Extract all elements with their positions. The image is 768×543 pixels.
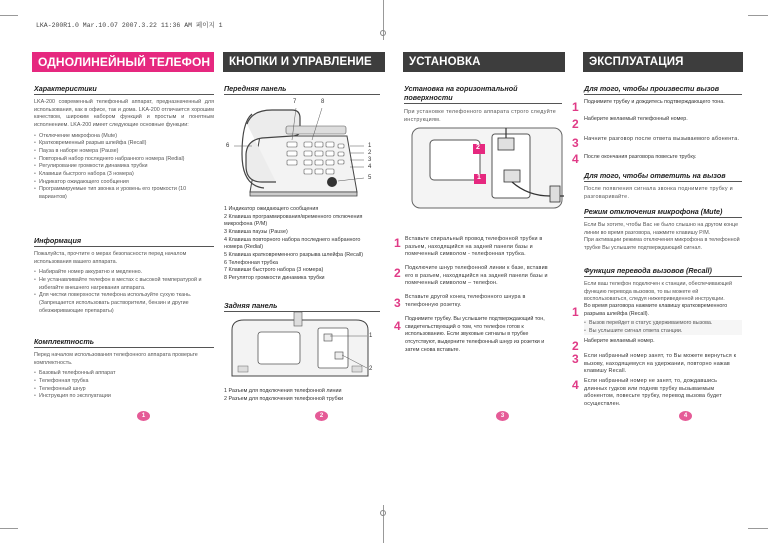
page-number: 4	[679, 411, 692, 421]
list-item: 8 Регулятор громкости динамика трубки	[224, 275, 325, 282]
phone-front-illustration	[222, 96, 382, 202]
info-title: Информация	[34, 236, 214, 247]
front-panel-title: Передняя панель	[224, 84, 380, 95]
step-number: 2	[572, 117, 579, 131]
col2-header: КНОПКИ И УПРАВЛЕНИЕ	[223, 52, 385, 72]
rear-items	[224, 388, 380, 403]
col4-header: ЭКСПЛУАТАЦИЯ	[583, 52, 743, 72]
col3-header: УСТАНОВКА	[403, 52, 565, 72]
list-item: 2 Разъем для подключения телефонной трубки	[224, 395, 344, 402]
step-number: 4	[394, 319, 401, 333]
install-step: Вставьте другой конец телефонного шнура в телефонную розетку.	[405, 294, 526, 308]
front-callout-7: 7	[293, 99, 297, 105]
front-callout-2: 2	[368, 150, 372, 156]
install-title: Установка на горизонтальной поверхности	[404, 84, 562, 104]
kit-intro: Перед началом использования телефонного аппарата проверьте комплектность.	[34, 352, 198, 366]
list-item: • Кратковременный разрыв шлейфа (Recall)	[34, 140, 214, 148]
step-number: 3	[572, 352, 579, 366]
front-callout-8: 8	[321, 99, 325, 105]
list-item: • Базовый телефонный аппарат	[34, 370, 214, 378]
recall-title: Функция перевода вызовов (Recall)	[584, 266, 742, 277]
list-item: • Пауза в наборе номера (Pause)	[34, 148, 214, 156]
step-number: 4	[572, 152, 579, 166]
call-title: Для того, чтобы произвести вызов	[584, 84, 742, 95]
recall-step: Наберите желаемый номер.	[584, 338, 655, 344]
features-section	[34, 84, 214, 202]
install-step: Вставьте спиральный провод телефонной трубки в разъем, находящийся на задней панели базы и помеченный символом - телефонная трубка.	[405, 236, 543, 258]
recall-step-1: Во время разговора нажмите клавишу кратковременного разрыва шлейфа (Recall).	[584, 303, 728, 317]
page-number: 2	[315, 411, 328, 421]
list-item: • Индикатор ожидающего сообщения	[34, 179, 214, 187]
list-item: 3 Клавиша паузы (Pause)	[224, 229, 288, 236]
step-number: 3	[394, 296, 401, 310]
front-callout-1: 1	[368, 143, 372, 149]
mute-text: Если Вы хотите, чтобы Вас не было слышно на другом конце линии во время разговора, нажмите клавишу P/M.	[584, 222, 739, 236]
front-callout-4: 4	[368, 164, 372, 170]
list-item: 4 Клавиша повторного набора последнего набранного номера (Redial)	[224, 236, 361, 251]
rear-panel-title: Задняя панель	[224, 301, 380, 312]
rear-callout-1: 1	[369, 333, 373, 339]
step-number: 2	[394, 266, 401, 280]
info-section	[34, 236, 214, 315]
kit-list	[34, 370, 214, 401]
col1-header: ОДНОЛИНЕЙНЫЙ ТЕЛЕФОН	[32, 52, 214, 72]
list-item: • Не устанавливайте телефон в местах с высокой температурой и избегайте внешнего нагревания аппарата.	[34, 277, 214, 292]
step-number: 1	[394, 236, 401, 250]
install-step: Поднимите трубку. Вы услышите подтверждающий тон, свидетельствующий о том, что телефон готов к использованию. Если звуковые сигналы в трубке отсутствуют, выдерните телефонный шнур из розетки и затем снова вставьте.	[405, 316, 545, 353]
step-number: 1	[572, 305, 579, 319]
recall-step: Если набранный номер занят, то Вы можете вернуться к вызову, находящемуся на удержании, повторно нажав клавишу Recall.	[584, 353, 737, 375]
diagram-label-1: 1	[477, 174, 481, 181]
phone-rear-illustration	[222, 312, 382, 384]
info-intro: Пожалуйста, прочтите о мерах безопасности перед началом использования вашего аппарата.	[34, 251, 187, 265]
list-item: • Вы услышите сигнал ответа станции.	[584, 328, 742, 336]
list-item: 1 Индикатор ожидающего сообщения	[224, 206, 319, 212]
front-callout-5: 5	[368, 175, 372, 181]
call-step: Начните разговор после ответа вызываемого абонента.	[584, 136, 740, 142]
kit-title: Комплектность	[34, 337, 214, 348]
print-header: LKA-200R1.0 Mar.10.07 2007.3.22 11:36 AM 페이지 1	[36, 22, 223, 29]
list-item: • Клавиши быстрого набора (3 номера)	[34, 171, 214, 179]
answer-title: Для того, чтобы ответить на вызов	[584, 171, 742, 182]
list-item: • Телефонная трубка	[34, 378, 214, 386]
list-item: • Программируемые тип звонка и уровень его громкости (10 вариантов)	[34, 186, 214, 201]
recall-bullets	[584, 320, 742, 335]
features-intro: LKA-200 современный телефонный аппарат, предназначенный для использования, как в офисе, так и дома. LKA-200 отличается хорошим качеством, широким набором функций и простым и понятным исполнением. LKA-200 имеет следующие основные функции:	[34, 99, 214, 129]
list-item: 5 Клавиша кратковременного разрыва шлейфа (Recall)	[224, 252, 364, 259]
diagram-label-2: 2	[476, 144, 480, 151]
answer-text: После появления сигнала звонка поднимите трубку и разговаривайте.	[584, 186, 733, 200]
recall-step: Если набранный номер не занят, то, дождавшись длинных гудков или подняв трубку вызываемым абонентом, повесьте трубку, перевод вызова будет осуществлен.	[584, 378, 722, 408]
install-step: Подключите шнур телефонной линии к базе, вставив его в разъем, находящийся на задней панели базы и помеченный символом – телефон.	[405, 265, 548, 287]
call-step: После окончания разговора повесьте трубку.	[584, 154, 697, 160]
info-list	[34, 269, 214, 315]
rear-callout-2: 2	[369, 366, 373, 372]
call-step: Наберите желаемый телефонный номер.	[584, 116, 688, 122]
page-number: 3	[496, 411, 509, 421]
step-number: 1	[572, 100, 579, 114]
list-item: • Телефонный шнур	[34, 386, 214, 394]
mute-title: Режим отключения микрофона (Mute)	[584, 207, 742, 218]
features-list	[34, 133, 214, 202]
step-number: 2	[572, 339, 579, 353]
mute-text-2: При активации режима отключения микрофона в телефонной трубке Вы услышите подтверждающий сигнал.	[584, 237, 740, 252]
front-items	[224, 206, 380, 283]
recall-intro: Если ваш телефон подключен к станции, обеспечивающей функцию перевода вызовов, то вы можете ей воспользоваться, следуя нижеприведенной инструкции.	[584, 281, 733, 303]
list-item: • Для чистки поверхности телефона используйте сухую ткань. (Запрещается использовать растворители, бензин и другие обезжиривающие препараты)	[34, 292, 214, 315]
list-item: • Вызов перейдет в статус удерживаемого вызова.	[584, 320, 742, 328]
call-step: Поднимите трубку и дождитесь подтверждающего тона.	[584, 99, 725, 105]
list-item: 1 Разъем для подключения телефонной линии	[224, 388, 342, 394]
page-number: 1	[137, 411, 150, 421]
step-number: 3	[572, 136, 579, 150]
front-callout-6: 6	[226, 143, 230, 149]
list-item: • Повторный набор последнего набранного номера (Redial)	[34, 156, 214, 164]
list-item: 2 Клавиша программирования/временного отключения микрофона (P/M)	[224, 213, 363, 228]
list-item: • Отключение микрофона (Mute)	[34, 133, 214, 141]
list-item: • Инструкция по эксплуатации	[34, 393, 214, 401]
list-item: • Набирайте номер аккуратно и медленно.	[34, 269, 214, 277]
list-item: • Регулирование громкости динамика трубки	[34, 163, 214, 171]
front-callout-3: 3	[368, 157, 372, 163]
list-item: 6 Телефонная трубка	[224, 259, 278, 266]
features-title: Характеристики	[34, 84, 214, 95]
list-item: 7 Клавиши быстрого набора (3 номера)	[224, 267, 324, 274]
step-number: 4	[572, 378, 579, 392]
install-intro: При установке телефонного аппарата строго следуйте инструкциям.	[404, 109, 557, 123]
kit-section	[34, 337, 214, 401]
install-illustration	[408, 126, 568, 210]
